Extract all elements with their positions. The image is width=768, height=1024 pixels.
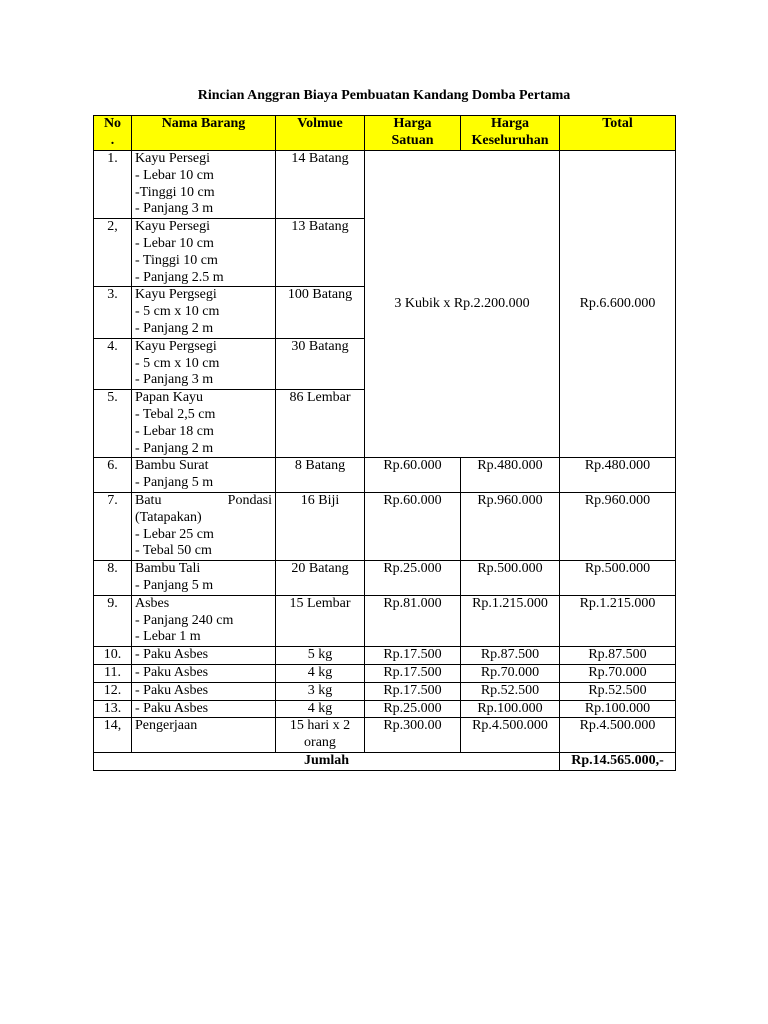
header-volume: Volmue (276, 116, 365, 151)
item-name (132, 287, 276, 338)
table-row (94, 718, 676, 753)
item-satuan: Rp.25.000 (365, 561, 461, 596)
item-satuan: Rp.17.500 (365, 647, 461, 665)
item-name (132, 561, 276, 596)
item-name-line: - Tinggi 10 cm (135, 252, 218, 268)
item-name-line: - Panjang 3 m (135, 372, 214, 388)
item-name-line: - Paku Asbes (135, 664, 209, 680)
row-number: 5. (94, 390, 132, 458)
row-number: 7. (94, 492, 132, 560)
row-number: 11. (94, 664, 132, 682)
item-satuan: Rp.25.000 (365, 700, 461, 718)
item-total: Rp.960.000 (560, 492, 676, 560)
grand-total-value: Rp.14.565.000,- (560, 752, 676, 770)
item-name-line: Bambu Surat (135, 458, 209, 474)
item-name-line: - Lebar 1 m (135, 629, 201, 645)
item-volume: 15 hari x 2 orang (276, 718, 365, 753)
item-name-line: Kayu Pergsegi (135, 287, 217, 303)
row-number: 6. (94, 458, 132, 493)
item-name (132, 664, 276, 682)
item-name-line: - Panjang 2 m (135, 440, 214, 456)
budget-table (93, 115, 676, 771)
row-number: 1. (94, 151, 132, 219)
item-name (132, 458, 276, 493)
table-row (94, 458, 676, 493)
item-name-line: - 5 cm x 10 cm (135, 304, 220, 320)
item-keseluruhan: Rp.4.500.000 (461, 718, 560, 753)
item-name-line: Bambu Tali (135, 561, 201, 577)
item-name-line: - Panjang 240 cm (135, 612, 234, 628)
header-harga-keseluruhan: Harga Keseluruhan (461, 116, 560, 151)
item-satuan: Rp.300.00 (365, 718, 461, 753)
item-name (132, 338, 276, 389)
table-row (94, 664, 676, 682)
item-volume: 30 Batang (276, 338, 365, 389)
item-name (132, 682, 276, 700)
item-keseluruhan: Rp.480.000 (461, 458, 560, 493)
item-name-line: Batu Pondasi (135, 492, 272, 508)
item-volume: 8 Batang (276, 458, 365, 493)
header-no: No . (94, 116, 132, 151)
item-name (132, 151, 276, 219)
item-volume: 15 Lembar (276, 595, 365, 646)
item-total: Rp.4.500.000 (560, 718, 676, 753)
item-name-line: Papan Kayu (135, 390, 204, 406)
item-total: Rp.500.000 (560, 561, 676, 596)
item-volume: 16 Biji (276, 492, 365, 560)
header-nama-barang: Nama Barang (132, 116, 276, 151)
item-keseluruhan: Rp.1.215.000 (461, 595, 560, 646)
row-number: 9. (94, 595, 132, 646)
row-number: 14, (94, 718, 132, 753)
page-title: Rincian Anggran Biaya Pembuatan Kandang Domba Pertama (197, 88, 571, 103)
item-name-line: - Paku Asbes (135, 682, 209, 698)
item-keseluruhan: Rp.960.000 (461, 492, 560, 560)
item-name-line: - Panjang 3 m (135, 201, 214, 217)
total-label: Jumlah (94, 752, 560, 770)
item-total: Rp.100.000 (560, 700, 676, 718)
item-volume: 100 Batang (276, 287, 365, 338)
item-keseluruhan: Rp.87.500 (461, 647, 560, 665)
item-name (132, 718, 276, 753)
header-harga-satuan: Harga Satuan (365, 116, 461, 151)
merged-harga-cell: 3 Kubik x Rp.2.200.000 (365, 151, 560, 458)
row-number: 2, (94, 219, 132, 287)
table-row (94, 700, 676, 718)
item-name-line: (Tatapakan) (135, 509, 202, 525)
item-name-line: - Panjang 2 m (135, 320, 214, 336)
item-name-line: - Paku Asbes (135, 647, 209, 663)
row-number: 13. (94, 700, 132, 718)
row-number: 8. (94, 561, 132, 596)
item-volume: 5 kg (276, 647, 365, 665)
item-satuan: Rp.81.000 (365, 595, 461, 646)
item-satuan: Rp.17.500 (365, 682, 461, 700)
item-name-line: - Panjang 5 m (135, 577, 214, 593)
merged-total-cell: Rp.6.600.000 (560, 151, 676, 458)
item-name-line: Asbes (135, 595, 170, 611)
item-name (132, 219, 276, 287)
item-volume: 13 Batang (276, 219, 365, 287)
item-name (132, 647, 276, 665)
item-name-line: - Lebar 10 cm (135, 235, 214, 251)
item-total: Rp.87.500 (560, 647, 676, 665)
item-name (132, 595, 276, 646)
item-volume: 4 kg (276, 664, 365, 682)
row-number: 10. (94, 647, 132, 665)
table-row (94, 595, 676, 646)
item-name-line: Kayu Persegi (135, 151, 211, 166)
item-name-line: - Panjang 2.5 m (135, 269, 224, 285)
item-volume: 4 kg (276, 700, 365, 718)
row-number: 3. (94, 287, 132, 338)
row-number: 12. (94, 682, 132, 700)
item-total: Rp.52.500 (560, 682, 676, 700)
item-name-line: - Paku Asbes (135, 700, 209, 716)
item-name (132, 492, 276, 560)
item-keseluruhan: Rp.100.000 (461, 700, 560, 718)
header-total: Total (560, 116, 676, 151)
table-header-row (94, 116, 676, 151)
item-satuan: Rp.60.000 (365, 458, 461, 493)
item-name-line: - Panjang 5 m (135, 475, 214, 491)
table-row (94, 151, 676, 219)
table-total-row (94, 752, 676, 770)
item-name-line: - Lebar 18 cm (135, 423, 214, 439)
item-total: Rp.70.000 (560, 664, 676, 682)
item-name-line: Pengerjaan (135, 718, 198, 734)
item-volume: 3 kg (276, 682, 365, 700)
item-satuan: Rp.17.500 (365, 664, 461, 682)
item-name-line: - Lebar 10 cm (135, 167, 214, 183)
item-volume: 86 Lembar (276, 390, 365, 458)
item-keseluruhan: Rp.70.000 (461, 664, 560, 682)
item-keseluruhan: Rp.52.500 (461, 682, 560, 700)
item-name-line: - Lebar 25 cm (135, 526, 214, 542)
table-row (94, 561, 676, 596)
item-keseluruhan: Rp.500.000 (461, 561, 560, 596)
item-name-line: -Tinggi 10 cm (135, 184, 215, 200)
item-total: Rp.480.000 (560, 458, 676, 493)
item-name-line: Kayu Persegi (135, 219, 211, 235)
item-name-line: Kayu Pergsegi (135, 338, 217, 354)
row-number: 4. (94, 338, 132, 389)
table-row (94, 492, 676, 560)
item-name (132, 390, 276, 458)
item-name-line: - 5 cm x 10 cm (135, 355, 220, 371)
item-name-line: - Tebal 2,5 cm (135, 406, 216, 422)
item-name (132, 700, 276, 718)
item-volume: 14 Batang (276, 151, 365, 219)
item-volume: 20 Batang (276, 561, 365, 596)
item-satuan: Rp.60.000 (365, 492, 461, 560)
item-total: Rp.1.215.000 (560, 595, 676, 646)
table-body (94, 151, 676, 753)
table-row (94, 647, 676, 665)
table-row (94, 682, 676, 700)
item-name-line: - Tebal 50 cm (135, 543, 212, 559)
